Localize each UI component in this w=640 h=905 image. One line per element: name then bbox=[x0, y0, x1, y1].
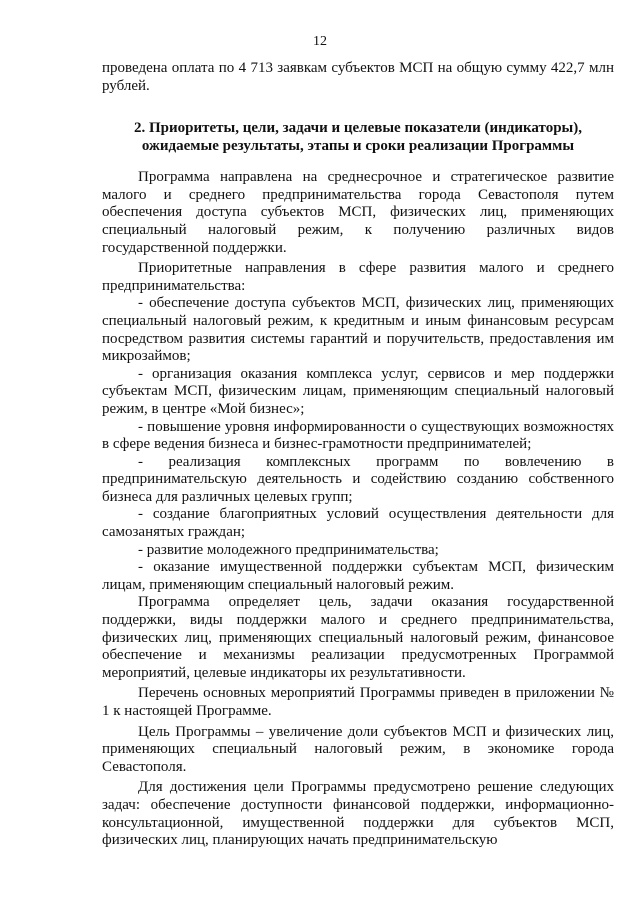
paragraph-program-purpose: Программа направлена на среднесрочное и стратегическое развитие малого и среднего предпринимательства города Севастополя путем обеспечения доступа субъектов МСП, физических лиц, применяющих специальный налоговый режим, к получению различных видов государственной поддержки. bbox=[102, 169, 614, 256]
paragraph-program-goal: Цель Программы – увеличение доли субъектов МСП и физических лиц, применяющих специальный налоговый режим, в экономике города Севастополя. bbox=[102, 723, 614, 775]
page-body bbox=[102, 60, 614, 850]
list-item-complex-programs: - реализация комплексных программ по вовлечению в предпринимательскую деятельность и содействию созданию собственного бизнеса для различных целевых групп; bbox=[102, 453, 614, 505]
paragraph-program-tasks: Для достижения цели Программы предусмотрено решение следующих задач: обеспечение доступности финансовой поддержки, информационно-консультационной, имущественной поддержки для субъектов МСП, физических лиц, планирующих начать предпринимательскую bbox=[102, 779, 614, 849]
paragraph-priority-directions: Приоритетные направления в сфере развития малого и среднего предпринимательства: bbox=[102, 260, 614, 294]
page-number: 12 bbox=[313, 34, 327, 49]
paragraph-program-defines: Программа определяет цель, задачи оказания государственной поддержки, виды поддержки малого и среднего предпринимательства, физических лиц, применяющих специальный налоговый режим, финансовое обеспечение и механизмы реализации предусмотренных Программой мероприятий, целевые индикаторы их результативности. bbox=[102, 594, 614, 681]
paragraph-activities-list: Перечень основных мероприятий Программы приведен в приложении № 1 к настоящей Программе. bbox=[102, 685, 614, 719]
list-item-awareness: - повышение уровня информированности о существующих возможностях в сфере ведения бизнеса и бизнес-грамотности предпринимателей; bbox=[102, 418, 614, 453]
list-item-youth: - развитие молодежного предпринимательства; bbox=[138, 541, 439, 558]
list-item-property-support: - оказание имущественной поддержки субъектам МСП, физическим лицам, применяющим специальный налоговый режим. bbox=[102, 559, 614, 593]
list-item-self-employed: - создание благоприятных условий осуществления деятельности для самозанятых граждан; bbox=[102, 506, 614, 541]
section-heading: 2. Приоритеты, цели, задачи и целевые показатели (индикаторы), ожидаемые результаты, этапы и сроки реализации Программы bbox=[134, 120, 582, 155]
intro-paragraph: проведена оплата по 4 713 заявкам субъектов МСП на общую сумму 422,7 млн рублей. bbox=[102, 60, 614, 94]
list-item-my-business-center: - организация оказания комплекса услуг, сервисов и мер поддержки субъектам МСП, физическим лицам, применяющим специальный налоговый режим, в центре «Мой бизнес»; bbox=[102, 365, 614, 417]
list-item-finance-access: - обеспечение доступа субъектов МСП, физических лиц, применяющих специальный налоговый режим, к кредитным и иным финансовым ресурсам посредством развития системы гарантий и поручительств, предоставления им микрозаймов; bbox=[102, 295, 614, 365]
